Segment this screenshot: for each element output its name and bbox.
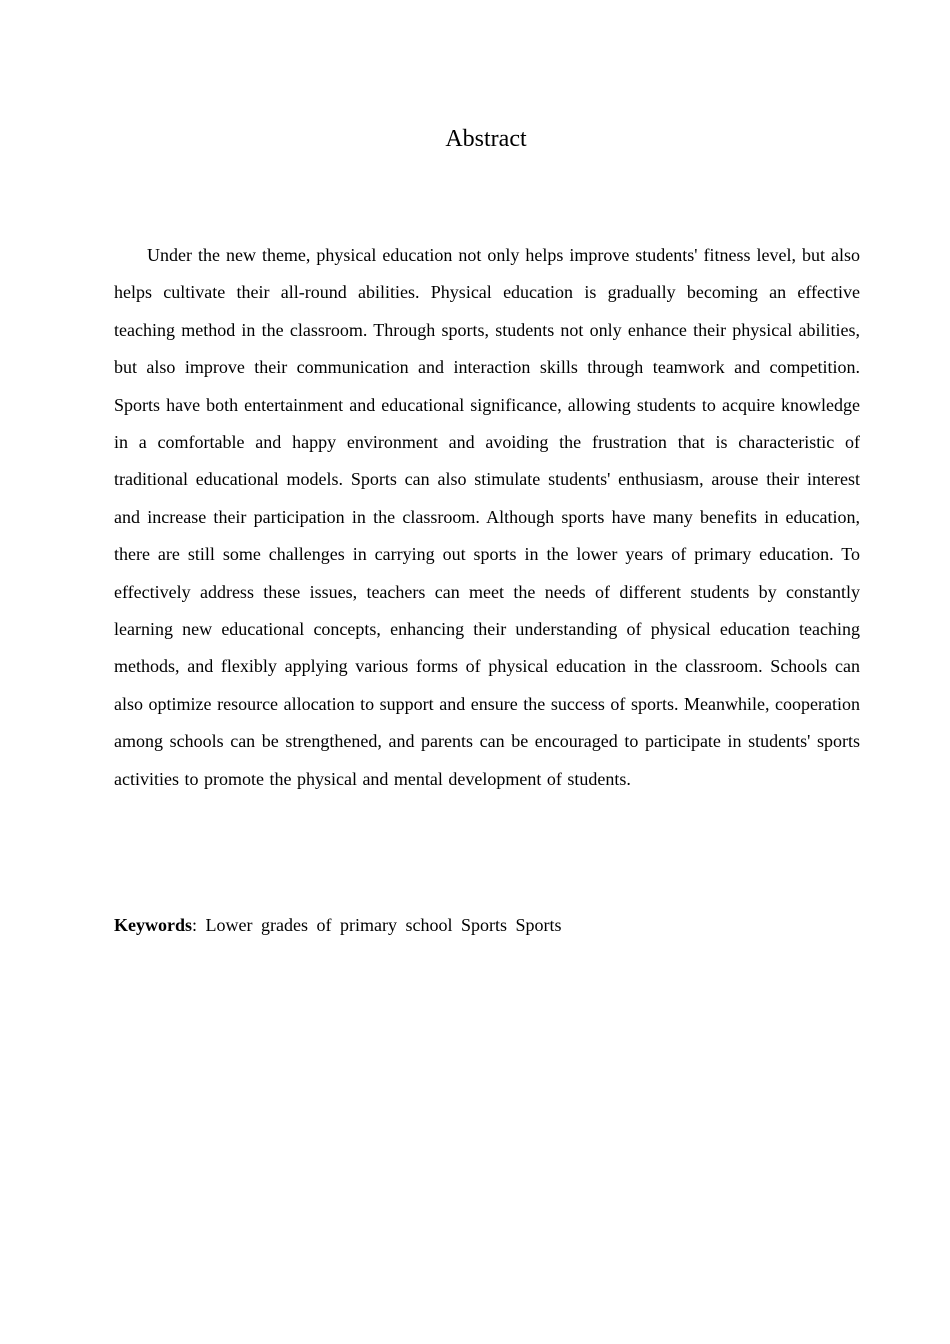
keywords-line (114, 907, 860, 944)
keywords-text: Lower grades of primary school Sports Sports (197, 915, 562, 935)
abstract-body: Under the new theme, physical education not only helps improve students' fitness level, but also helps cultivate their all-round abilities. Physical education is gradually becoming an effective teaching method in the classroom. Through sports, students not only enhance their physical abilities, but also improve their communication and interaction skills through teamwork and competition. Sports have both entertainment and educational significance, allowing students to acquire knowledge in a comfortable and happy environment and avoiding the frustration that is characteristic of traditional educational models. Sports can also stimulate students' enthusiasm, arouse their interest and increase their participation in the classroom. Although sports have many benefits in education, there are still some challenges in carrying out sports in the lower years of primary education. To effectively address these issues, teachers can meet the needs of different students by constantly learning new educational concepts, enhancing their understanding of physical education teaching methods, and flexibly applying various forms of physical education in the classroom. Schools can also optimize resource allocation to support and ensure the success of sports. Meanwhile, cooperation among schools can be strengthened, and parents can be encouraged to participate in students' sports activities to promote the physical and mental development of students. (114, 245, 860, 789)
keywords-label: Keywords (114, 915, 192, 935)
keywords-separator: : (192, 915, 198, 935)
abstract-title: Abstract (445, 126, 527, 152)
